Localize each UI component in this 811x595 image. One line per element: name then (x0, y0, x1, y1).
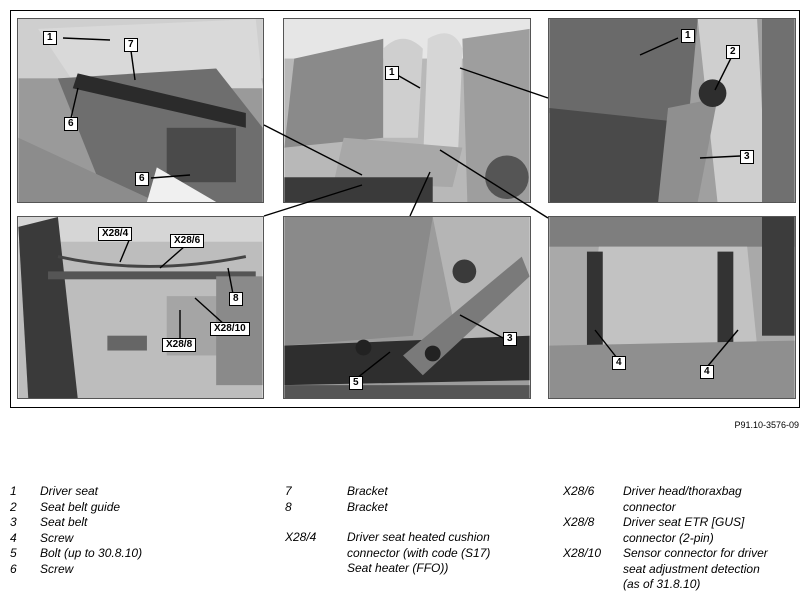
legend-text: Bolt (up to 30.8.10) (40, 546, 143, 560)
photo-panel-connectors (17, 216, 264, 399)
legend-key: 6 (10, 561, 17, 576)
legend-text: Bracket (347, 499, 388, 514)
legend-row (285, 500, 490, 516)
legend-row (10, 500, 142, 516)
callout-screw: 4 (700, 365, 714, 379)
legend-key: 3 (10, 515, 17, 529)
legend-text: Seat belt guide (40, 499, 121, 514)
car-interior-photo (284, 19, 530, 202)
legend-key (563, 500, 623, 516)
legend-text: Driver seat (40, 484, 99, 498)
callout-seat-belt-guide: 2 (726, 45, 740, 59)
legend-text: connector (2-pin) (623, 530, 714, 545)
legend-text: Screw (40, 530, 74, 545)
legend-text: Seat heater (FFO)) (347, 561, 449, 575)
legend-row (10, 546, 142, 562)
belt-guide-photo (549, 19, 795, 202)
photo-panel-rail-screws (548, 216, 796, 399)
legend-text: Driver seat heated cushion (347, 530, 490, 544)
callout-screw: 6 (64, 117, 78, 131)
legend-key: 4 (10, 530, 17, 545)
legend-key: X28/6 (563, 484, 595, 498)
belt-bolt-photo (284, 217, 530, 398)
legend-text: Sensor connector for driver (623, 546, 768, 560)
legend-row (10, 484, 142, 500)
legend-key: 8 (285, 499, 292, 514)
photo-panel-belt-guide (548, 18, 796, 203)
legend-row (285, 530, 490, 546)
callout-x28-4: X28/4 (98, 227, 132, 241)
callout-seat-belt: 3 (740, 150, 754, 164)
legend-key: 5 (10, 546, 17, 560)
callout-driver-seat: 1 (681, 29, 695, 43)
photo-panel-belt-bolt (283, 216, 531, 399)
legend-text: Screw (40, 561, 74, 576)
legend-key (563, 577, 623, 593)
rail-screws-photo (549, 217, 795, 398)
callout-bracket: 7 (124, 38, 138, 52)
legend-row (563, 500, 768, 516)
callout-screw: 6 (135, 172, 149, 186)
legend-key (285, 561, 347, 577)
legend-row (10, 562, 142, 578)
legend-key: X28/4 (285, 530, 317, 544)
legend-row (563, 531, 768, 547)
legend-text: Seat belt (40, 515, 88, 529)
legend-row (10, 515, 142, 531)
legend-key (563, 531, 623, 547)
legend-row (563, 577, 768, 593)
legend-column-3 (563, 484, 768, 593)
legend-key: 7 (285, 484, 292, 498)
callout-bracket: 8 (229, 292, 243, 306)
legend-text: connector (623, 499, 676, 514)
legend-text: (as of 31.8.10) (623, 577, 701, 591)
legend-text: Driver head/thoraxbag (623, 484, 742, 498)
callout-driver-seat: 1 (43, 31, 57, 45)
legend-row (10, 531, 142, 547)
callout-x28-10: X28/10 (210, 322, 250, 336)
legend-row (285, 546, 490, 562)
legend-column-1 (10, 484, 142, 577)
legend-text: Bracket (347, 484, 388, 498)
callout-x28-6: X28/6 (170, 234, 204, 248)
legend-row (285, 561, 490, 577)
callout-seat-belt: 3 (503, 332, 517, 346)
legend-row (285, 484, 490, 500)
callout-driver-seat: 1 (385, 66, 399, 80)
callout-bolt: 5 (349, 376, 363, 390)
legend-key: 2 (10, 499, 17, 514)
callout-x28-8: X28/8 (162, 338, 196, 352)
legend-key (563, 562, 623, 578)
legend-key (285, 546, 347, 562)
callout-screw: 4 (612, 356, 626, 370)
legend-text: seat adjustment detection (623, 561, 760, 576)
legend-row (563, 546, 768, 562)
legend-text: Driver seat ETR [GUS] (623, 515, 745, 529)
legend-row (563, 562, 768, 578)
figure-reference: P91.10-3576-09 (734, 420, 799, 430)
legend-row (563, 515, 768, 531)
legend-column-2 (285, 484, 490, 577)
legend-key: 1 (10, 484, 17, 498)
connectors-photo (18, 217, 263, 398)
legend-key: X28/8 (563, 515, 595, 529)
photo-panel-car-interior (283, 18, 531, 203)
legend-key: X28/10 (563, 546, 602, 560)
legend-text: connector (with code (S17) (347, 545, 491, 560)
legend-row (563, 484, 768, 500)
